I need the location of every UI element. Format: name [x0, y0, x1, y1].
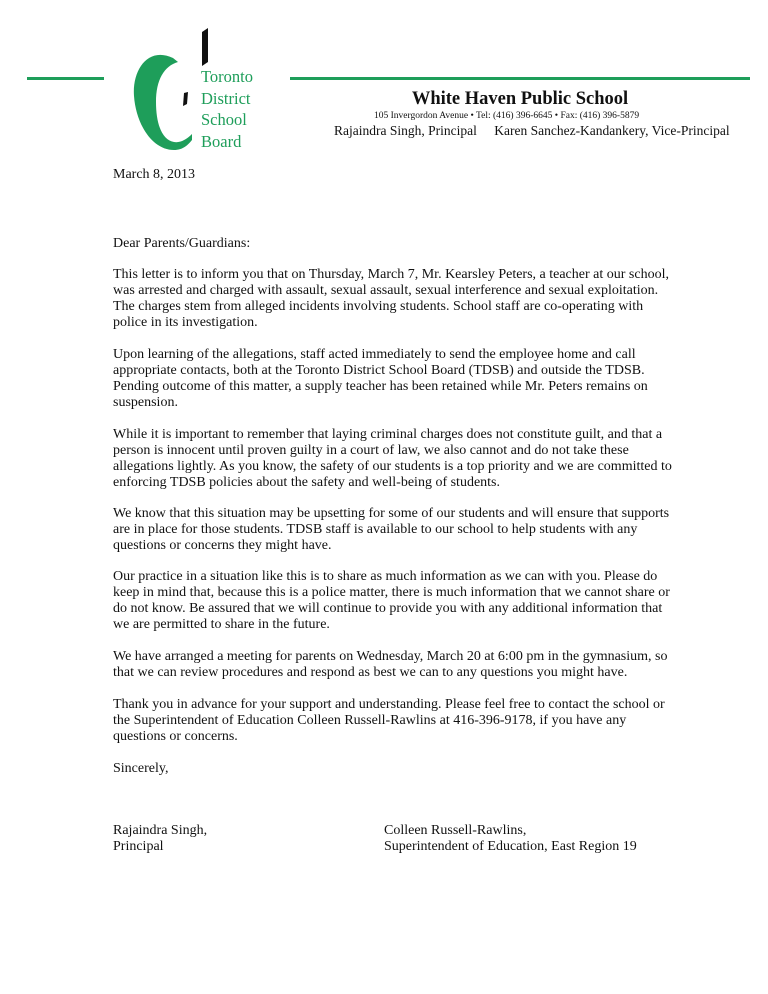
- signature-title: Principal: [113, 839, 164, 854]
- paragraph-7: Thank you in advance for your support and understanding. Please feel free to contact the school or the Superintendent of Education Colleen Russell-Rawlins at 416-396-9178, if you have any questions or concerns.: [113, 697, 665, 744]
- signature-superintendent: [384, 823, 637, 855]
- paragraph-1: This letter is to inform you that on Thursday, March 7, Mr. Kearsley Peters, a teacher at our school, was arrested and charged with assault, sexual assault, sexual interference and sexual exploitation. The charges stem from alleged incidents involving students. School staff are co-operating with police in its investigation.: [113, 267, 669, 330]
- letter-salutation: Dear Parents/Guardians:: [113, 236, 251, 251]
- signature-name: Colleen Russell-Rawlins,: [384, 823, 527, 838]
- logo-line-4: Board: [201, 131, 242, 151]
- logo-wordmark: [201, 66, 253, 152]
- school-address: 105 Invergordon Avenue • Tel: (416) 396-6645 • Fax: (416) 396-5879: [374, 111, 640, 121]
- header-rule-right: [290, 77, 750, 80]
- logo-line-1: Toronto: [201, 67, 254, 86]
- signature-name: Rajaindra Singh,: [113, 823, 208, 838]
- signature-title: Superintendent of Education, East Region 19: [384, 839, 637, 854]
- tdsb-logo: [128, 24, 278, 154]
- paragraph-4: We know that this situation may be upsetting for some of our students and will ensure that supports are in place for those students. TDSB staff is available to our school to help students with any questions or concerns they might have.: [113, 506, 670, 553]
- paragraph-5: Our practice in a situation like this is to share as much information as we can with you. Please do keep in mind that, because this is a police matter, there is much information that we cannot share or do not know. Be assured that we will continue to provide you with any additional information that we are permitted to share in the future.: [113, 569, 670, 632]
- school-staff: [334, 123, 730, 139]
- school-name: White Haven Public School: [411, 89, 629, 109]
- letter-closing: Sincerely,: [113, 761, 169, 776]
- paragraph-2: Upon learning of the allegations, staff acted immediately to send the employee home and call appropriate contacts, both at the Toronto District School Board (TDSB) and outside the TDSB. Pending outcome of this matter, a supply teacher has been retained while Mr. Peters remains on suspension.: [113, 347, 648, 410]
- letter-date: March 8, 2013: [113, 167, 196, 182]
- paragraph-3: While it is important to remember that laying criminal charges does not constitute guilt, and that a person is innocent until proven guilty in a court of law, we also cannot and do not take these allegations lightly. As you know, the safety of our students is a top priority and we are committed to enforcing TDSB policies about the safety and well-being of students.: [113, 427, 672, 490]
- vice-principal-name: Karen Sanchez-Kandankery, Vice-Principal: [494, 123, 730, 138]
- logo-line-3: School: [201, 110, 247, 129]
- header-rule-left: [27, 77, 104, 80]
- paragraph-6: We have arranged a meeting for parents on Wednesday, March 20 at 6:00 pm in the gymnasium, so that we can review procedures and respond as best we can to any questions you might have.: [113, 649, 668, 680]
- logo-line-2: District: [201, 88, 251, 108]
- signature-principal: [113, 823, 207, 855]
- principal-name: Rajaindra Singh, Principal: [334, 123, 477, 138]
